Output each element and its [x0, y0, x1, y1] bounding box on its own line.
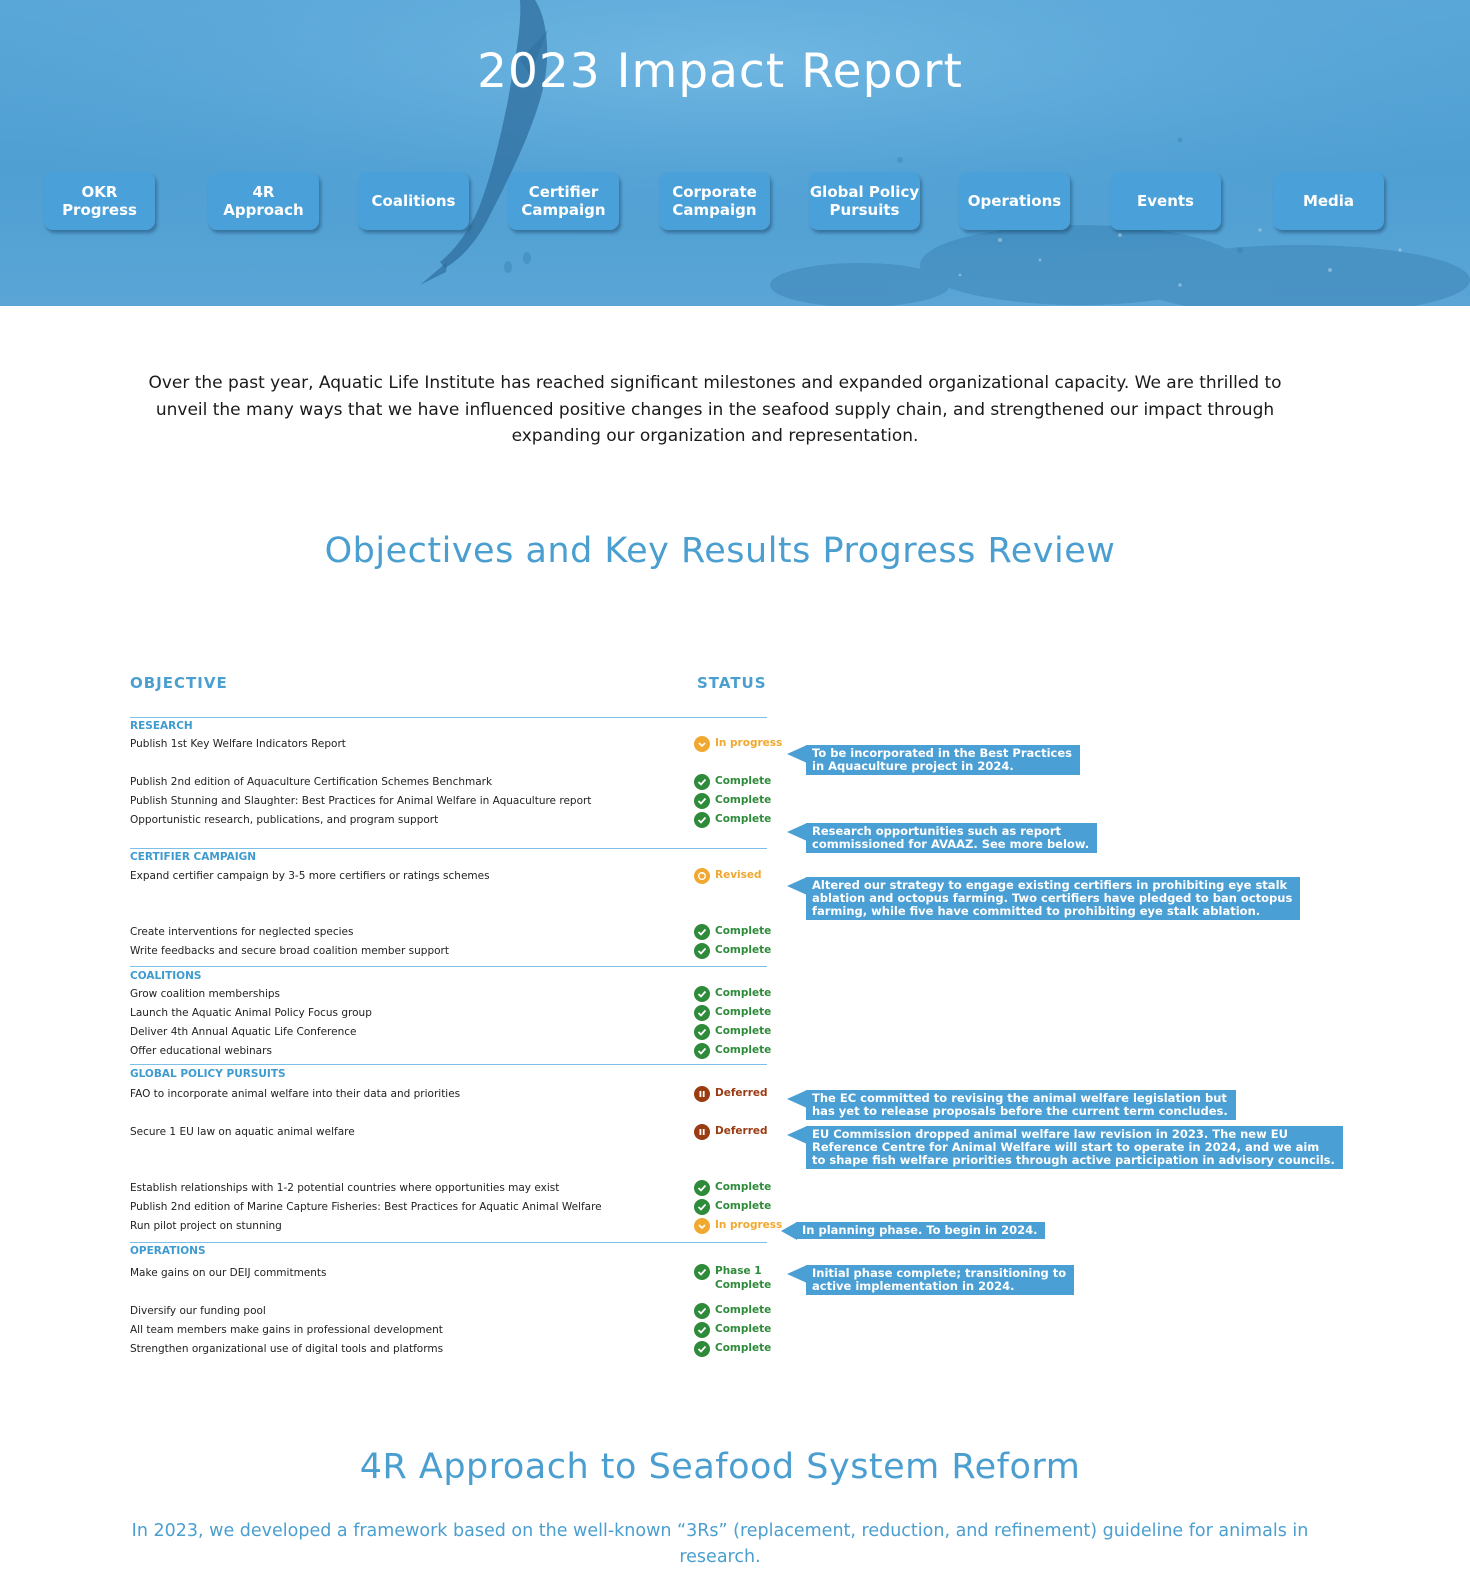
divider: [130, 1064, 767, 1065]
status-badge: Complete: [694, 986, 771, 1002]
objective-item: Opportunistic research, publications, and program support: [130, 814, 439, 826]
status-column-header: STATUS: [697, 674, 767, 692]
nav-events-button[interactable]: Events: [1110, 172, 1221, 230]
section-research: RESEARCH: [130, 720, 193, 732]
note-pointer: [787, 1126, 807, 1144]
objective-item: Launch the Aquatic Animal Policy Focus group: [130, 1007, 372, 1019]
status-note: Research opportunities such as report commissioned for AVAAZ. See more below.: [806, 823, 1097, 853]
note-pointer: [781, 1222, 797, 1240]
objective-column-header: OBJECTIVE: [130, 674, 228, 692]
status-badge: Complete: [694, 1341, 771, 1357]
objective-item: FAO to incorporate animal welfare into their data and priorities: [130, 1088, 461, 1100]
objective-item: Offer educational webinars: [130, 1045, 272, 1057]
note-pointer: [787, 745, 807, 763]
check-icon: [694, 1043, 710, 1059]
status-badge: Phase 1 Complete: [694, 1264, 771, 1292]
check-icon: [694, 986, 710, 1002]
check-icon: [694, 774, 710, 790]
status-badge: Complete: [694, 812, 771, 828]
in-progress-icon: [694, 1218, 710, 1234]
status-note: The EC committed to revising the animal welfare legislation but has yet to release proposals before the current term concludes.: [806, 1090, 1236, 1120]
status-badge: Complete: [694, 1024, 771, 1040]
status-badge: Complete: [694, 1322, 771, 1338]
objective-item: All team members make gains in professional development: [130, 1324, 443, 1336]
4r-heading: 4R Approach to Seafood System Reform: [359, 1447, 1081, 1487]
divider: [130, 1242, 767, 1243]
note-pointer: [787, 1265, 807, 1283]
objective-item: Deliver 4th Annual Aquatic Life Conference: [130, 1026, 357, 1038]
status-note: In planning phase. To begin in 2024.: [796, 1222, 1045, 1239]
status-badge: Complete: [694, 774, 771, 790]
check-icon: [694, 1264, 710, 1280]
check-icon: [694, 812, 710, 828]
page-title: 2023 Impact Report: [477, 44, 963, 99]
objective-item: Grow coalition memberships: [130, 988, 281, 1000]
objective-item: Publish 2nd edition of Marine Capture Fisheries: Best Practices for Aquatic Animal Welfare: [130, 1201, 602, 1213]
pause-icon: [694, 1086, 710, 1102]
status-badge: Deferred: [694, 1124, 768, 1140]
intro-paragraph: Over the past year, Aquatic Life Institute has reached significant milestones and expanded organizational capacity. We are thrilled to unveil the many ways that we have influenced positive changes in the seafood supply chain, and strengthened our impact through expanding our organization and representation.: [148, 373, 1282, 446]
objective-item: Write feedbacks and secure broad coalition member support: [130, 945, 449, 957]
status-note: Altered our strategy to engage existing certifiers in prohibiting eye stalk ablation and octopus farming. Two certifiers have pledged to ban octopus farming, while five have committed to prohibiting eye stalk ablation.: [806, 877, 1300, 920]
section-global-policy-pursuits: GLOBAL POLICY PURSUITS: [130, 1068, 286, 1080]
check-icon: [694, 1322, 710, 1338]
4r-subtitle: In 2023, we developed a framework based on the well-known “3Rs” (replacement, reduction, and refinement) guideline for animals in research.: [131, 1521, 1309, 1567]
status-badge: In progress: [694, 1218, 782, 1234]
divider: [130, 848, 767, 849]
status-badge: In progress: [694, 736, 782, 752]
status-badge: Complete: [694, 1043, 771, 1059]
status-badge: Revised: [694, 868, 762, 884]
objective-item: Expand certifier campaign by 3-5 more certifiers or ratings schemes: [130, 870, 490, 882]
objective-item: Strengthen organizational use of digital tools and platforms: [130, 1343, 444, 1355]
objective-item: Diversify our funding pool: [130, 1305, 266, 1317]
check-icon: [694, 1180, 710, 1196]
check-icon: [694, 943, 710, 959]
objective-item: Make gains on our DEIJ commitments: [130, 1267, 327, 1279]
nav-certifier-campaign-button[interactable]: Certifier Campaign: [508, 172, 619, 230]
check-icon: [694, 793, 710, 809]
okr-heading: Objectives and Key Results Progress Review: [324, 531, 1116, 571]
section-operations: OPERATIONS: [130, 1245, 206, 1257]
status-badge: Deferred: [694, 1086, 768, 1102]
nav-coalitions-button[interactable]: Coalitions: [358, 172, 469, 230]
nav-corporate-campaign-button[interactable]: Corporate Campaign: [659, 172, 770, 230]
objective-item: Create interventions for neglected species: [130, 926, 354, 938]
nav-okr-progress-button[interactable]: OKR Progress: [44, 172, 155, 230]
objective-item: Publish 1st Key Welfare Indicators Report: [130, 738, 346, 750]
nav-media-button[interactable]: Media: [1273, 172, 1384, 230]
check-icon: [694, 1303, 710, 1319]
nav-operations-button[interactable]: Operations: [959, 172, 1070, 230]
status-badge: Complete: [694, 924, 771, 940]
status-badge: Complete: [694, 1005, 771, 1021]
status-note: Initial phase complete; transitioning to active implementation in 2024.: [806, 1265, 1074, 1295]
status-badge: Complete: [694, 943, 771, 959]
check-icon: [694, 1005, 710, 1021]
status-badge: Complete: [694, 793, 771, 809]
divider: [130, 717, 767, 718]
objective-item: Establish relationships with 1-2 potential countries where opportunities may exist: [130, 1182, 560, 1194]
check-icon: [694, 1341, 710, 1357]
status-badge: Complete: [694, 1199, 771, 1215]
section-coalitions: COALITIONS: [130, 970, 202, 982]
nav-4r-approach-button[interactable]: 4R Approach: [208, 172, 319, 230]
note-pointer: [787, 877, 807, 895]
note-pointer: [787, 823, 807, 841]
objective-item: Publish 2nd edition of Aquaculture Certification Schemes Benchmark: [130, 776, 493, 788]
status-note: To be incorporated in the Best Practices in Aquaculture project in 2024.: [806, 745, 1080, 775]
note-pointer: [787, 1090, 807, 1108]
check-icon: [694, 1024, 710, 1040]
objective-item: Secure 1 EU law on aquatic animal welfare: [130, 1126, 355, 1138]
status-badge: Complete: [694, 1180, 771, 1196]
objective-item: Run pilot project on stunning: [130, 1220, 282, 1232]
revised-icon: [694, 868, 710, 884]
pause-icon: [694, 1124, 710, 1140]
section-certifier-campaign: CERTIFIER CAMPAIGN: [130, 851, 257, 863]
objective-item: Publish Stunning and Slaughter: Best Practices for Animal Welfare in Aquaculture report: [130, 795, 592, 807]
status-badge: Complete: [694, 1303, 771, 1319]
in-progress-icon: [694, 736, 710, 752]
divider: [130, 966, 767, 967]
check-icon: [694, 1199, 710, 1215]
nav-global-policy-pursuits-button[interactable]: Global Policy Pursuits: [809, 172, 920, 230]
check-icon: [694, 924, 710, 940]
status-note: EU Commission dropped animal welfare law revision in 2023. The new EU Reference Centre for Animal Welfare will start to operate in 2024, and we aim to shape fish welfare priorities through active participation in advisory councils.: [806, 1126, 1343, 1169]
